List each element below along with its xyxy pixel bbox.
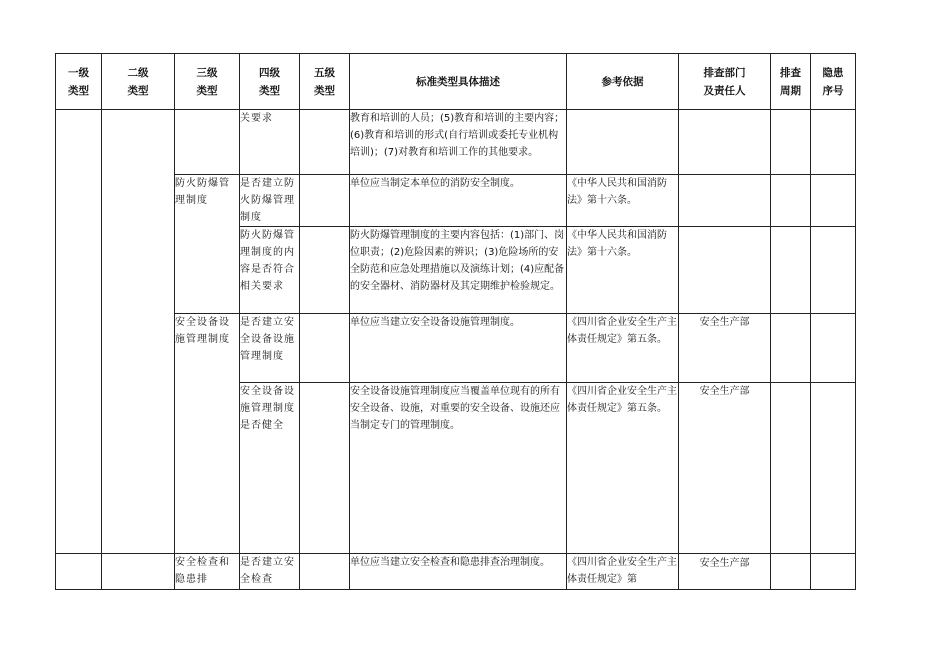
- cell-description: 教育和培训的人员；(5)教育和培训的主要内容；(6)教育和培训的形式(自行培训或委托专业机构培训)；(7)对教育和培训工作的其他要求。: [350, 110, 567, 175]
- header-description: 标准类型具体描述: [350, 54, 567, 110]
- cell-reference: 《四川省企业安全生产主体责任规定》第五条。: [567, 383, 679, 554]
- cell-description: 安全设备设施管理制度应当覆盖单位现有的所有安全设备、设施，对重要的安全设备、设施还应当制定专门的管理制度。: [350, 383, 567, 554]
- cell-hazard-number: [811, 175, 856, 227]
- table-row: [56, 314, 856, 383]
- cell-description: 防火防爆管理制度的主要内容包括：(1)部门、岗位职责；(2)危险因素的辨识；(3)危险场所的安全防范和应急处理措施以及演练计划；(4)应配备的安全器材、消防器材及其定期维护检验规定。: [350, 227, 567, 314]
- cell-department: 安全生产部: [679, 554, 771, 590]
- cell-level3: 安全设备设施管理制度: [175, 314, 240, 554]
- cell-level4: 防火防爆管理制度的内容是否符合相关要求: [240, 227, 300, 314]
- header-hazard-number: 隐患 序号: [811, 54, 856, 110]
- cell-level4: 是否建立安全设备设施管理制度: [240, 314, 300, 383]
- header-row: [56, 54, 856, 110]
- cell-cycle: [771, 554, 811, 590]
- cell-reference: 《中华人民共和国消防法》第十六条。: [567, 227, 679, 314]
- cell-level4: 是否建立防火防爆管理制度: [240, 175, 300, 227]
- cell-level1: [56, 554, 102, 590]
- header-cycle: 排查 周期: [771, 54, 811, 110]
- table-row: [56, 175, 856, 227]
- cell-description: 单位应当建立安全检查和隐患排查治理制度。: [350, 554, 567, 590]
- cell-level5: [300, 227, 350, 314]
- cell-hazard-number: [811, 383, 856, 554]
- header-level2: 二级 类型: [102, 54, 175, 110]
- cell-level3: 安全检查和隐患排: [175, 554, 240, 590]
- cell-reference: 《四川省企业安全生产主体责任规定》第五条。: [567, 314, 679, 383]
- header-reference: 参考依据: [567, 54, 679, 110]
- cell-description: 单位应当建立安全设备设施管理制度。: [350, 314, 567, 383]
- cell-department: 安全生产部: [679, 314, 771, 383]
- cell-description: 单位应当制定本单位的消防安全制度。: [350, 175, 567, 227]
- cell-level5: [300, 383, 350, 554]
- cell-cycle: [771, 175, 811, 227]
- cell-level4: 是否建立安全检查: [240, 554, 300, 590]
- cell-reference: 《四川省企业安全生产主体责任规定》第: [567, 554, 679, 590]
- cell-level5: [300, 110, 350, 175]
- cell-level5: [300, 554, 350, 590]
- cell-hazard-number: [811, 554, 856, 590]
- cell-level3: [175, 110, 240, 175]
- cell-reference: 《中华人民共和国消防法》第十六条。: [567, 175, 679, 227]
- cell-level5: [300, 314, 350, 383]
- cell-hazard-number: [811, 314, 856, 383]
- table-row: [56, 554, 856, 590]
- header-level3: 三级 类型: [175, 54, 240, 110]
- cell-reference: [567, 110, 679, 175]
- header-level1: 一级 类型: [56, 54, 102, 110]
- cell-level4: 安全设备设施管理制度是否健全: [240, 383, 300, 554]
- cell-level1: [56, 110, 102, 554]
- cell-level2: [102, 110, 175, 554]
- header-department: 排查部门 及责任人: [679, 54, 771, 110]
- cell-hazard-number: [811, 227, 856, 314]
- cell-department: [679, 227, 771, 314]
- cell-level5: [300, 175, 350, 227]
- cell-department: [679, 110, 771, 175]
- hazard-standard-table: [55, 53, 856, 590]
- cell-level4: 关要求: [240, 110, 300, 175]
- cell-cycle: [771, 227, 811, 314]
- cell-hazard-number: [811, 110, 856, 175]
- cell-cycle: [771, 110, 811, 175]
- table-row: [56, 110, 856, 175]
- cell-department: [679, 175, 771, 227]
- header-level4: 四级 类型: [240, 54, 300, 110]
- cell-level3: 防火防爆管理制度: [175, 175, 240, 314]
- header-level5: 五级 类型: [300, 54, 350, 110]
- cell-cycle: [771, 314, 811, 383]
- cell-level2: [102, 554, 175, 590]
- cell-cycle: [771, 383, 811, 554]
- cell-department: 安全生产部: [679, 383, 771, 554]
